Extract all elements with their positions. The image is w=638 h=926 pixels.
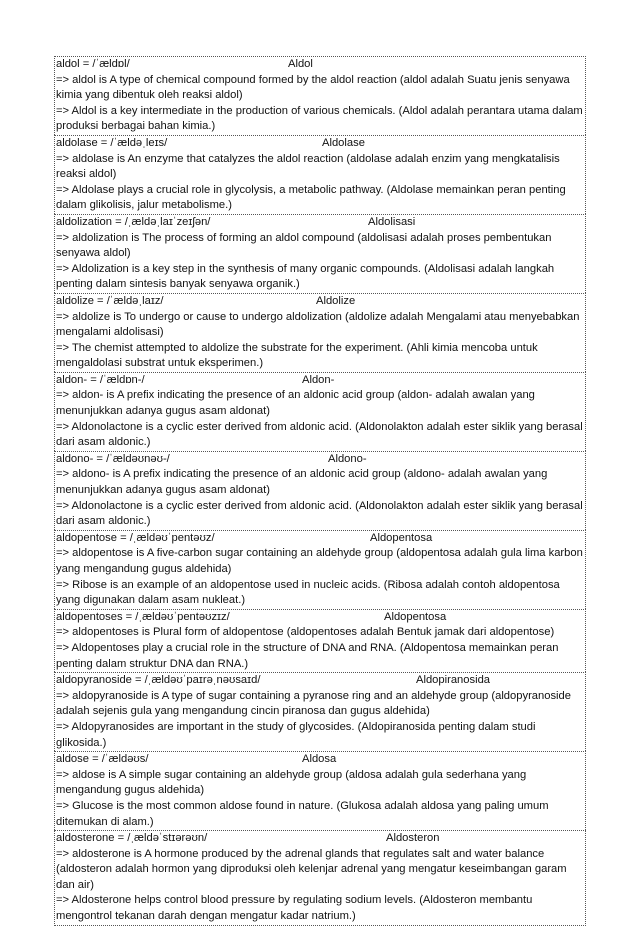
headword-pronunciation: aldopentose = /ˌældəʊˈpentəʊz/ xyxy=(56,531,215,544)
dictionary-entry xyxy=(54,56,586,135)
entry-translation: Aldono- xyxy=(328,452,367,465)
dictionary-entry xyxy=(54,751,586,830)
headword-pronunciation: aldol = /ˈældɒl/ xyxy=(56,58,130,70)
dictionary-entry xyxy=(54,214,586,293)
entry-headline xyxy=(56,531,584,547)
entry-translation: Aldolisasi xyxy=(368,215,416,228)
headword-pronunciation: aldosterone = /ˌældəˈstɪərəʊn/ xyxy=(56,832,208,845)
example-line: => Aldopyranosides are important in the study of glycosides. (Aldopiranosida penting dalam studi glikosida.) xyxy=(56,720,536,749)
entry-translation: Aldon- xyxy=(302,373,335,386)
dictionary-entry xyxy=(54,672,586,751)
entry-headline xyxy=(56,831,584,847)
headword-pronunciation: aldolization = /ˌældəˌlaɪˈzeɪʃən/ xyxy=(56,215,211,228)
dictionary-entry xyxy=(54,530,586,609)
entry-headline xyxy=(56,673,584,689)
example-line: => Aldosterone helps control blood pressure by regulating sodium levels. (Aldosteron membantu mengontrol tekanan darah dengan mengatur kadar natrium.) xyxy=(56,894,533,923)
definition-line: => aldosterone is A hormone produced by the adrenal glands that regulates salt and water balance (aldosteron adalah hormon yang diproduksi oleh kelenjar adrenal yang mengatur keseimbangan garam dan air) xyxy=(56,847,567,891)
dictionary-entry xyxy=(54,609,586,672)
dictionary-entry xyxy=(54,293,586,372)
example-line: => Glucose is the most common aldose found in nature. (Glukosa adalah aldosa yang paling umum ditemukan di alam.) xyxy=(56,799,549,828)
example-line: => Aldolase plays a crucial role in glycolysis, a metabolic pathway. (Aldolase memainkan peran penting dalam glikolisis, jalur metabolisme.) xyxy=(56,183,566,212)
definition-line: => aldose is A simple sugar containing an aldehyde group (aldosa adalah gula sederhana yang mengandung gugus aldehida) xyxy=(56,768,527,797)
definition-line: => aldono- is A prefix indicating the presence of an aldonic acid group (aldono- adalah awalan yang menunjukkan adanya gugus asam aldonat) xyxy=(56,468,548,497)
dictionary-page xyxy=(54,56,586,926)
definition-line: => aldopentoses is Plural form of aldopentose (aldopentoses adalah Bentuk jamak dari aldopentose) xyxy=(56,626,555,639)
headword-pronunciation: aldose = /ˈældəʊs/ xyxy=(56,753,149,766)
dictionary-entry xyxy=(54,135,586,214)
headword-pronunciation: aldolase = /ˈældəˌleɪs/ xyxy=(56,136,168,149)
entry-headline xyxy=(56,452,584,468)
definition-line: => aldon- is A prefix indicating the presence of an aldonic acid group (aldon- adalah awalan yang menunjukkan adanya gugus asam aldonat) xyxy=(56,389,535,418)
example-line: => Aldonolactone is a cyclic ester derived from aldonic acid. (Aldonolakton adalah ester siklik yang berasal dari asam aldonic.) xyxy=(56,420,583,449)
dictionary-entry xyxy=(54,372,586,451)
example-line: => The chemist attempted to aldolize the substrate for the experiment. (Ahli kimia mencoba untuk mengaldolasi substrat untuk eksperimen.) xyxy=(56,341,538,370)
headword-pronunciation: aldolize = /ˈældəˌlaɪz/ xyxy=(56,294,164,307)
entry-translation: Aldolase xyxy=(322,136,365,149)
entry-translation: Aldosteron xyxy=(386,832,440,845)
example-line: => Aldonolactone is a cyclic ester derived from aldonic acid. (Aldonolakton adalah ester siklik yang berasal dari asam aldonic.) xyxy=(56,499,583,528)
headword-pronunciation: aldon- = /ˈældɒn-/ xyxy=(56,373,145,386)
entry-headline xyxy=(56,294,584,310)
entry-translation: Aldopentosa xyxy=(384,610,447,623)
example-line: => Aldol is a key intermediate in the production of various chemicals. (Aldol adalah perantara utama dalam produksi berbagai bahan kimia.) xyxy=(56,104,583,133)
definition-line: => aldolization is The process of forming an aldol compound (aldolisasi adalah proses pembentukan senyawa aldol) xyxy=(56,231,552,260)
entry-headline xyxy=(56,373,584,389)
dictionary-entry xyxy=(54,830,586,926)
definition-line: => aldol is A type of chemical compound formed by the aldol reaction (aldol adalah Suatu jenis senyawa kimia yang dibentuk oleh reaksi aldol) xyxy=(56,73,570,102)
example-line: => Aldopentoses play a crucial role in the structure of DNA and RNA. (Aldopentosa memainkan peran penting dalam struktur DNA dan RNA.) xyxy=(56,641,559,670)
example-line: => Aldolization is a key step in the synthesis of many organic compounds. (Aldolisasi adalah langkah penting dalam sintesis banyak senyawa organik.) xyxy=(56,262,555,291)
entry-headline xyxy=(56,136,584,152)
headword-pronunciation: aldopyranoside = /ˌældəʊˈpaɪrəˌnəʊsaɪd/ xyxy=(56,674,261,687)
definition-line: => aldopentose is A five-carbon sugar containing an aldehyde group (aldopentosa adalah gula lima karbon yang mengandung gugus aldehida) xyxy=(56,547,583,575)
example-line: => Ribose is an example of an aldopentose used in nucleic acids. (Ribosa adalah contoh aldopentosa yang digunakan dalam asam nukleat.) xyxy=(56,578,560,607)
entry-translation: Aldol xyxy=(288,58,313,70)
headword-pronunciation: aldopentoses = /ˌældəʊˈpentəʊzɪz/ xyxy=(56,610,230,623)
definition-line: => aldolize is To undergo or cause to undergo aldolization (aldolize adalah Mengalami atau menyebabkan mengalami aldolisasi) xyxy=(56,310,580,339)
entry-translation: Aldolize xyxy=(316,294,356,307)
entry-headline xyxy=(56,752,584,768)
entry-headline xyxy=(56,610,584,626)
headword-pronunciation: aldono- = /ˈældəʊnəʊ-/ xyxy=(56,452,170,465)
entry-translation: Aldosa xyxy=(302,753,337,766)
entry-translation: Aldopentosa xyxy=(370,531,433,544)
definition-line: => aldopyranoside is A type of sugar containing a pyranose ring and an aldehyde group (aldopyranoside adalah sejenis gula yang mengandung cincin piranosa dan gugus aldehida) xyxy=(56,689,571,718)
definition-line: => aldolase is An enzyme that catalyzes the aldol reaction (aldolase adalah enzim yang mengkatalisis reaksi aldol) xyxy=(56,152,560,181)
entry-headline xyxy=(56,215,584,231)
dictionary-entry xyxy=(54,451,586,530)
entry-headline xyxy=(56,57,584,73)
entry-translation: Aldopiranosida xyxy=(416,674,491,687)
